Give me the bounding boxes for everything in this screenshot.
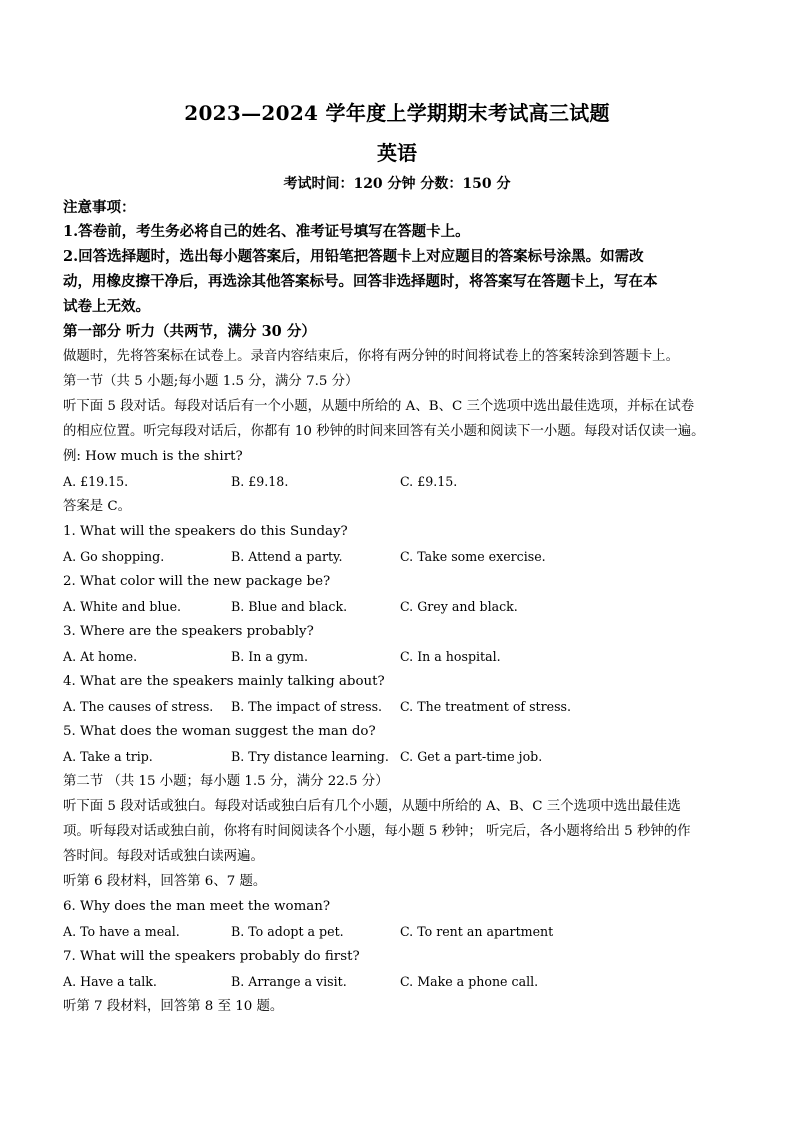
q4-option-b: B. The impact of stress. bbox=[231, 699, 383, 714]
section2-intro-line-2: 项。听每段对话或独白前，你将有时间阅读各个小题，每小题 5 秒钟； 听完后，各小题将给出 5 秒钟的作 bbox=[63, 824, 691, 839]
q5-option-b: B. Try distance learning. bbox=[231, 749, 389, 764]
notice-item-1: 1.答卷前，考生务必将自己的姓名、准考证号填写在答题卡上。 bbox=[63, 223, 470, 240]
material-7-instruction: 听第 7 段材料，回答第 8 至 10 题。 bbox=[63, 999, 284, 1014]
exam-title: 2023—2024 学年度上学期期末考试高三试题 bbox=[184, 101, 610, 125]
q6-option-a: A. To have a meal. bbox=[63, 924, 180, 939]
material-6-instruction: 听第 6 段材料，回答第 6、7 题。 bbox=[63, 874, 267, 889]
exam-subject: 英语 bbox=[377, 141, 417, 165]
example-option-b: B. £9.18. bbox=[231, 474, 289, 489]
q3-option-b: B. In a gym. bbox=[231, 649, 308, 664]
q6-option-c: C. To rent an apartment bbox=[400, 924, 554, 939]
q4-option-a: A. The causes of stress. bbox=[63, 699, 214, 714]
q5-option-c: C. Get a part-time job. bbox=[400, 749, 543, 764]
section1-intro-line-2: 的相应位置。听完每段对话后，你都有 10 秒钟的时间来回答有关小题和阅读下一小题。每段对话仅读一遍。 bbox=[63, 424, 705, 439]
section1-intro-line-1: 听下面 5 段对话。每段对话后有一个小题，从题中所给的 A、B、C 三个选项中选出最佳选项，并标在试卷 bbox=[63, 399, 695, 414]
question-6: 6. Why does the man meet the woman? bbox=[63, 899, 331, 914]
section2-intro-line-3: 答时间。每段对话或独白读两遍。 bbox=[63, 849, 264, 864]
example-question: 例: How much is the shirt? bbox=[63, 449, 243, 464]
question-1: 1. What will the speakers do this Sunday? bbox=[63, 524, 348, 539]
question-5: 5. What does the woman suggest the man do? bbox=[63, 724, 376, 739]
q2-option-a: A. White and blue. bbox=[63, 599, 182, 614]
part1-heading: 第一部分 听力（共两节，满分 30 分） bbox=[63, 323, 316, 340]
example-option-c: C. £9.15. bbox=[400, 474, 458, 489]
q6-option-b: B. To adopt a pet. bbox=[231, 924, 344, 939]
q5-option-a: A. Take a trip. bbox=[63, 749, 153, 764]
question-2: 2. What color will the new package be? bbox=[63, 574, 331, 589]
part1-intro: 做题时，先将答案标在试卷上。录音内容结束后，你将有两分钟的时间将试卷上的答案转涂到答题卡上。 bbox=[63, 349, 679, 364]
example-option-a: A. £19.15. bbox=[63, 474, 129, 489]
notice-item-2-line-1: 2.回答选择题时，选出每小题答案后，用铅笔把答题卡上对应题目的答案标号涂黑。如需改 bbox=[63, 248, 644, 265]
section2-intro-line-1: 听下面 5 段对话或独白。每段对话或独白后有几个小题，从题中所给的 A、B、C 三个选项中选出最佳选 bbox=[63, 799, 681, 814]
q2-option-c: C. Grey and black. bbox=[400, 599, 518, 614]
q1-option-c: C. Take some exercise. bbox=[400, 549, 546, 564]
section2-heading: 第二节 （共 15 小题；每小题 1.5 分，满分 22.5 分） bbox=[63, 774, 389, 789]
notice-item-2-line-2: 动，用橡皮擦干净后，再选涂其他答案标号。回答非选择题时，将答案写在答题卡上，写在本 bbox=[63, 273, 658, 290]
q2-option-b: B. Blue and black. bbox=[231, 599, 348, 614]
notice-heading: 注意事项： bbox=[63, 199, 136, 216]
section1-heading: 第一节（共 5 小题;每小题 1.5 分，满分 7.5 分） bbox=[63, 374, 359, 389]
exam-meta: 考试时间：120 分钟 分数：150 分 bbox=[283, 176, 511, 192]
q7-option-b: B. Arrange a visit. bbox=[231, 974, 347, 989]
question-7: 7. What will the speakers probably do first? bbox=[63, 949, 360, 964]
q1-option-b: B. Attend a party. bbox=[231, 549, 343, 564]
q1-option-a: A. Go shopping. bbox=[63, 549, 165, 564]
q7-option-a: A. Have a talk. bbox=[63, 974, 157, 989]
example-answer: 答案是 C。 bbox=[63, 499, 132, 514]
question-4: 4. What are the speakers mainly talking about? bbox=[63, 674, 385, 689]
q4-option-c: C. The treatment of stress. bbox=[400, 699, 572, 714]
notice-item-2-line-3: 试卷上无效。 bbox=[63, 298, 150, 315]
q7-option-c: C. Make a phone call. bbox=[400, 974, 539, 989]
q3-option-a: A. At home. bbox=[63, 649, 138, 664]
question-3: 3. Where are the speakers probably? bbox=[63, 624, 314, 639]
q3-option-c: C. In a hospital. bbox=[400, 649, 501, 664]
